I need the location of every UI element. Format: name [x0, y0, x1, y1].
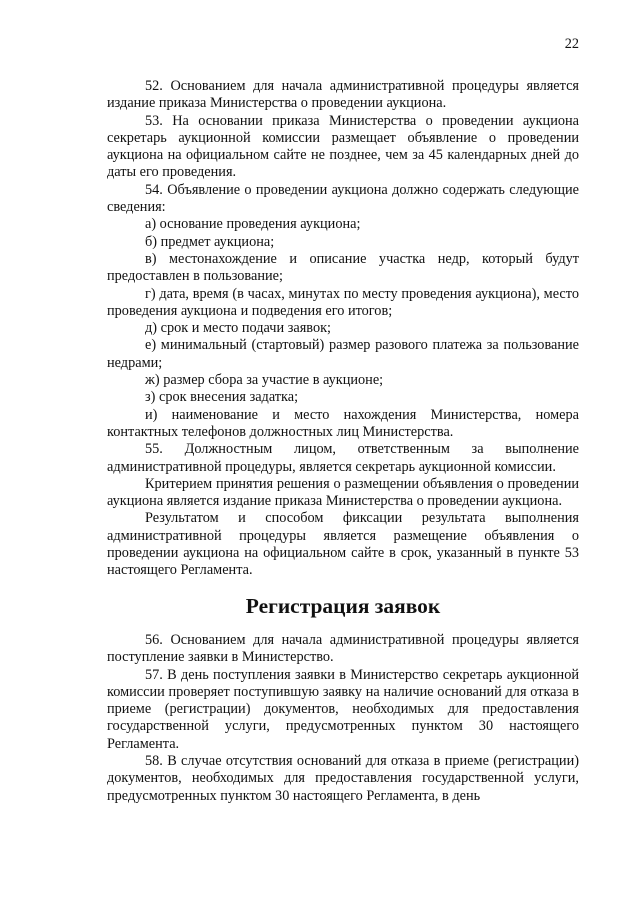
list-item-i: и) наименование и место нахождения Министерства, номера контактных телефонов должностных лиц Министерства.: [107, 406, 579, 440]
list-item-zh: ж) размер сбора за участие в аукционе;: [145, 372, 384, 389]
list-item-e: е) минимальный (стартовый) размер разового платежа за пользование недрами;: [107, 337, 579, 371]
paragraph-55: 55. Должностным лицом, ответственным за выполнение административной процедуры, является секретарь аукционной комиссии.: [107, 441, 579, 475]
paragraph-52: 52. Основанием для начала административной процедуры является издание приказа Министерства о проведении аукциона.: [107, 78, 579, 112]
section-heading: Регистрация заявок: [245, 593, 441, 618]
paragraph-53: 53. На основании приказа Министерства о проведении аукциона секретарь аукционной комиссии размещает объявление о проведении аукциона на официальном сайте не позднее, чем за 45 календарных дней до даты его проведения.: [107, 112, 579, 181]
paragraph-criterion: Критерием принятия решения о размещении объявления о проведении аукциона является издание приказа Министерства о проведении аукциона.: [107, 475, 579, 510]
document-body: [107, 78, 579, 805]
list-item-b: б) предмет аукциона;: [145, 233, 275, 250]
list-item-d: д) срок и место подачи заявок;: [145, 320, 332, 337]
paragraph-56: 56. Основанием для начала административной процедуры является поступление заявки в Министерство.: [107, 631, 579, 666]
page-number: 22: [564, 36, 579, 52]
list-item-v: в) местонахождение и описание участка недр, который будут предоставлен в пользование;: [107, 250, 579, 285]
paragraph-result: Результатом и способом фиксации результата выполнения административной процедуры является размещение объявления о проведении аукциона на официальном сайте в срок, указанный в пункте 53 настоящего Регламента.: [107, 510, 579, 579]
list-item-g: г) дата, время (в часах, минутах по месту проведения аукциона), место проведения аукциона и подведения его итогов;: [107, 285, 579, 319]
list-item-a: а) основание проведения аукциона;: [145, 216, 361, 233]
paragraph-57: 57. В день поступления заявки в Министерство секретарь аукционной комиссии проверяет поступившую заявку на наличие оснований для отказа в приеме (регистрации) документов, необходимых для предоставления государственной услуги, предусмотренных пунктом 30 настоящего Регламента.: [107, 666, 579, 752]
paragraph-58: 58. В случае отсутствия оснований для отказа в приеме (регистрации) документов, необходимых для предоставления государственной услуги, предусмотренных пунктом 30 настоящего Регламента, в день: [107, 752, 579, 804]
paragraph-54: 54. Объявление о проведении аукциона должно содержать следующие сведения:: [107, 181, 579, 216]
list-item-z: з) срок внесения задатка;: [145, 389, 299, 406]
